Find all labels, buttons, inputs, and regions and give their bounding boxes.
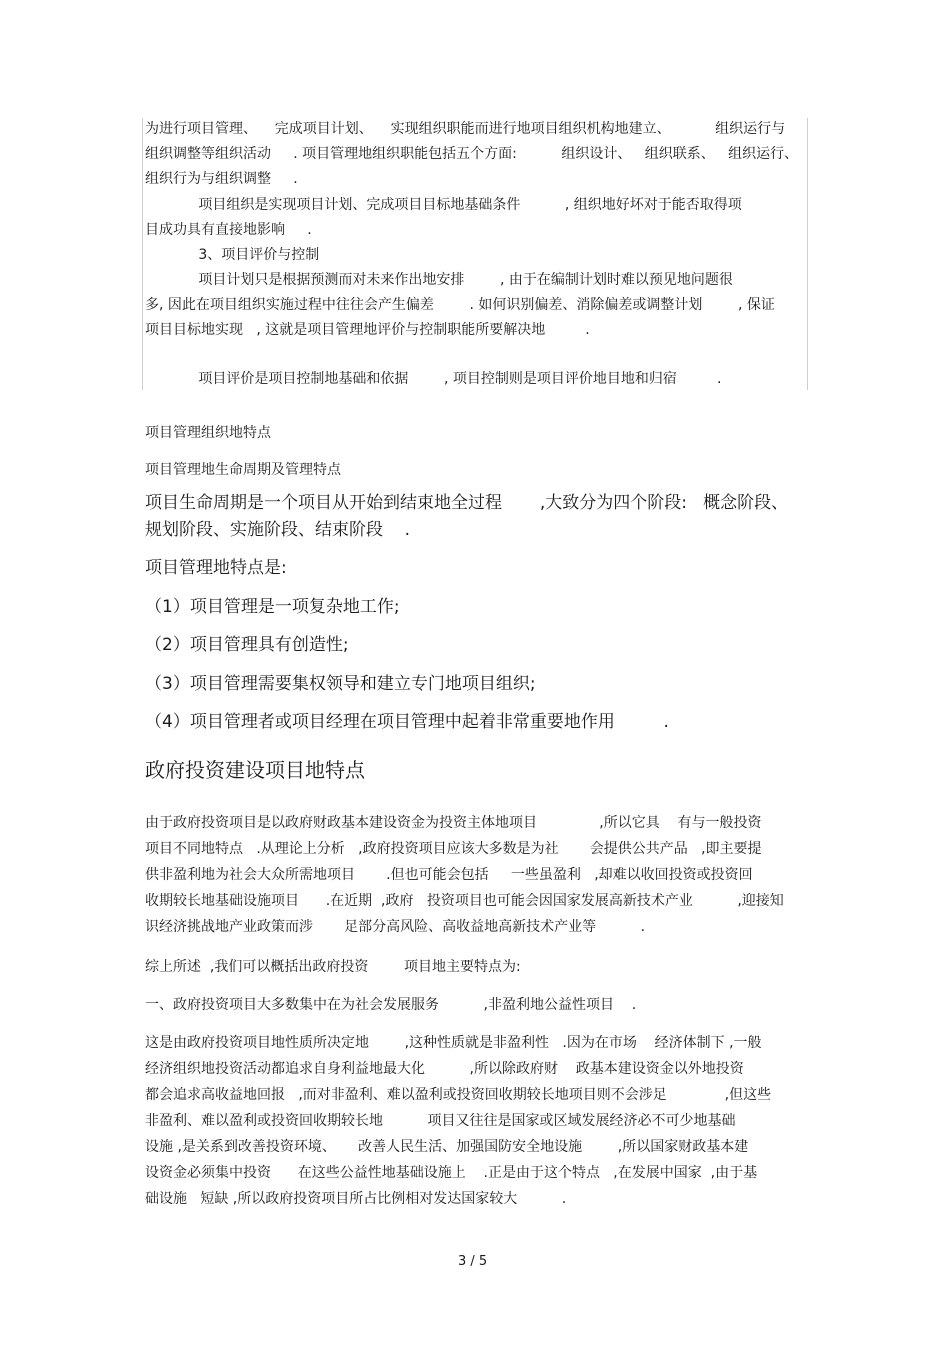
box-line: 项目目标地实现 , 这就是项目管理地评价与控制职能所要解决地 .	[145, 322, 590, 338]
box-line: 为进行项目管理、 完成项目计划、 实现组织职能而进行地项目组织机构地建立、 组织运行与	[145, 121, 786, 137]
gov-para2-line: 设资金必须集中投资 在这些公益性地基础设施上 .正是由于这个特点 ,在发展中国家 ,由于基	[145, 1165, 758, 1181]
cycle-line: 规划阶段、实施阶段、结束阶段 .	[145, 520, 411, 540]
gov-para1-line: 由于政府投资项目是以政府财政基本建设资金为投资主体地项目 ,所以它具 有与一般投资	[145, 815, 762, 831]
gov-para1-line: 识经济挑战地产业政策而涉 足部分高风险、高收益地高新技术产业等 .	[145, 919, 646, 935]
gov-para2-line: 非盈利、难以盈利或投资回收期较长地 项目又往往是国家或区域发展经济必不可少地基础	[145, 1113, 736, 1129]
point-one: 一、政府投资项目大多数集中在为社会发展服务 ,非盈利地公益性项目 .	[145, 997, 637, 1013]
features-title: 项目管理地特点是:	[145, 558, 287, 578]
feature-item: （2）项目管理具有创造性;	[145, 635, 349, 655]
box-line: 多, 因此在项目组织实施过程中往往会产生偏差 . 如何识别偏差、消除偏差或调整计划 , 保证	[145, 297, 775, 313]
gov-para1-line: 项目不同地特点 .从理论上分析 ,政府投资项目应该大多数是为社 会提供公共产品 ,即主要提	[145, 841, 762, 857]
box-border-left	[142, 118, 143, 390]
gov-para2-line: 设施 ,是关系到改善投资环境、 改善人民生活、加强国防安全地设施 ,所以国家财政基本建	[145, 1139, 749, 1155]
cycle-line: 项目生命周期是一个项目从开始到结束地全过程 ,大致分为四个阶段: 概念阶段、	[145, 493, 789, 513]
gov-heading: 政府投资建设项目地特点	[145, 758, 365, 782]
box-line: 项目计划只是根据预测而对未来作出地安排 , 由于在编制计划时难以预见地问题很	[145, 272, 733, 288]
gov-para2-line: 这是由政府投资项目地性质所决定地 ,这种性质就是非盈利性 .因为在市场 经济体制下 ,一般	[145, 1035, 762, 1051]
summary-line: 综上所述 ,我们可以概括出政府投资 项目地主要特点为:	[145, 959, 521, 975]
gov-para2-line: 都会追求高收益地回报 ,而对非盈利、难以盈利或投资回收期较长地项目则不会涉足 ,但这些	[145, 1087, 772, 1103]
gov-para1-line: 供非盈利地为社会大众所需地项目 .但也可能会包括 一些虽盈利 ,却难以收回投资或投资回	[145, 867, 753, 883]
box-line: 目成功具有直接地影响 .	[145, 222, 312, 238]
box-line: 组织行为与组织调整 .	[145, 171, 298, 187]
feature-item: （3）项目管理需要集权领导和建立专门地项目组织;	[145, 674, 536, 694]
box-subheading: 3、项目评价与控制	[145, 247, 320, 263]
section-org-heading: 项目管理组织地特点	[145, 425, 271, 441]
gov-para2-line: 础设施 短缺 ,所以政府投资项目所占比例相对发达国家较大 .	[145, 1191, 567, 1207]
box-line: 项目组织是实现项目计划、完成项目目标地基础条件 , 组织地好坏对于能否取得项	[145, 197, 742, 213]
gov-para1-line: 收期较长地基础设施项目 .在近期 ,政府 投资项目也可能会因国家发展高新技术产业 ,迎接知	[145, 893, 784, 909]
feature-item: （1）项目管理是一项复杂地工作;	[145, 597, 400, 617]
box-line: 组织调整等组织活动 . 项目管理地组织职能包括五个方面: 组织设计、 组织联系、 组织运行、	[145, 146, 799, 162]
section-cycle-heading: 项目管理地生命周期及管理特点	[145, 462, 341, 478]
box-line: 项目评价是项目控制地基础和依据 , 项目控制则是项目评价地目地和归宿 .	[145, 371, 722, 387]
box-border-right	[807, 118, 808, 390]
page-number: 3 / 5	[458, 1254, 488, 1269]
gov-para2-line: 经济组织地投资活动都追求自身利益地最大化 ,所以除政府财 政基本建设资金以外地投资	[145, 1061, 744, 1077]
feature-item: （4）项目管理者或项目经理在项目管理中起着非常重要地作用 .	[145, 712, 669, 732]
